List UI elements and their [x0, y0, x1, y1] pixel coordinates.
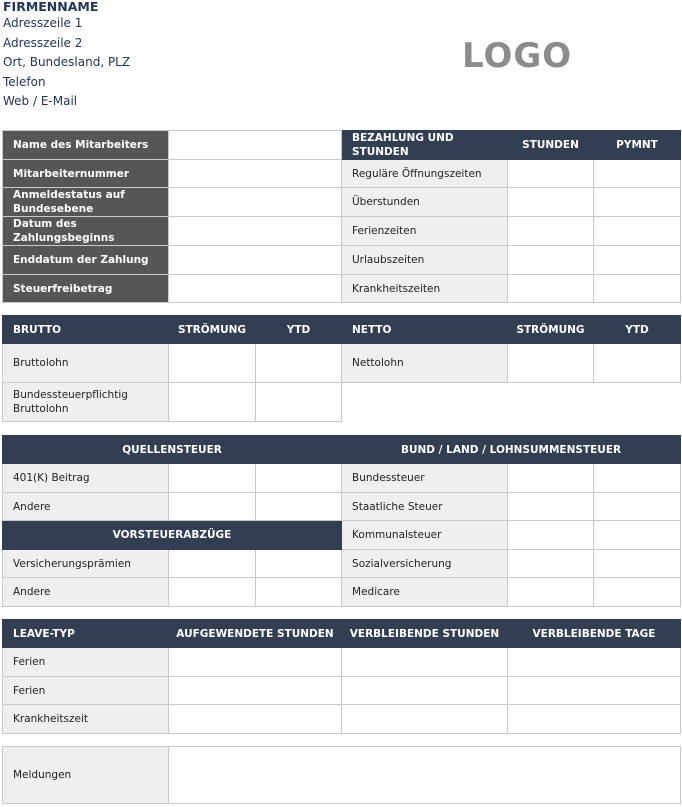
- pay-start-date-label: Datum des Zahlungsbeginns: [3, 217, 169, 246]
- sick-pay-field[interactable]: [594, 275, 681, 303]
- state-tax-current-field[interactable]: [508, 493, 594, 521]
- vacation-hours-label: Urlaubszeiten: [342, 246, 508, 275]
- federal-tax-label: Bundessteuer: [342, 464, 508, 493]
- leave-vacation-used-field[interactable]: [169, 648, 342, 677]
- hours-column-header: STUNDEN: [508, 131, 594, 160]
- employee-pay-table: [2, 130, 681, 303]
- gross-pay-ytd-field[interactable]: [256, 344, 342, 383]
- leave-vacation-label: Ferien: [3, 648, 169, 677]
- leave-holiday-label: Ferien: [3, 677, 169, 705]
- withholding-other-current-field[interactable]: [169, 493, 256, 521]
- days-remaining-header: VERBLEIBENDE TAGE: [508, 620, 681, 648]
- federal-tax-current-field[interactable]: [508, 464, 594, 493]
- sick-hours-field[interactable]: [508, 275, 594, 303]
- company-name: FIRMENNAME: [3, 0, 99, 14]
- leave-holiday-days-field[interactable]: [508, 677, 681, 705]
- pay-end-date-field[interactable]: [169, 246, 342, 275]
- withholding-other-ytd-field[interactable]: [256, 493, 342, 521]
- state-tax-label: Staatliche Steuer: [342, 493, 508, 521]
- net-pay-current-field[interactable]: [508, 344, 594, 383]
- vacation-hours-field[interactable]: [508, 246, 594, 275]
- employee-number-label: Mitarbeiternummer: [3, 160, 169, 188]
- federal-taxable-ytd-field[interactable]: [256, 383, 342, 422]
- medicare-current-field[interactable]: [508, 578, 594, 607]
- company-info: [3, 0, 130, 112]
- medicare-label: Medicare: [342, 578, 508, 607]
- regular-hours-label: Reguläre Öffnungszeiten: [342, 160, 508, 188]
- net-header: NETTO: [342, 316, 508, 344]
- leave-table: [2, 619, 681, 734]
- net-ytd-header: YTD: [594, 316, 681, 344]
- overtime-label: Überstunden: [342, 188, 508, 217]
- holiday-hours-label: Ferienzeiten: [342, 217, 508, 246]
- company-address-2: Adresszeile 2: [3, 35, 83, 50]
- social-security-current-field[interactable]: [508, 550, 594, 578]
- employee-name-field[interactable]: [169, 131, 342, 160]
- gross-pay-current-field[interactable]: [169, 344, 256, 383]
- federal-taxable-current-field[interactable]: [169, 383, 256, 422]
- sick-hours-label: Krankheitszeiten: [342, 275, 508, 303]
- local-tax-ytd-field[interactable]: [594, 521, 681, 550]
- social-security-ytd-field[interactable]: [594, 550, 681, 578]
- local-tax-current-field[interactable]: [508, 521, 594, 550]
- pretax-other-ytd-field[interactable]: [256, 578, 342, 607]
- vacation-pay-field[interactable]: [594, 246, 681, 275]
- holiday-hours-field[interactable]: [508, 217, 594, 246]
- employee-number-field[interactable]: [169, 160, 342, 188]
- pay-start-date-field[interactable]: [169, 217, 342, 246]
- local-tax-label: Kommunalsteuer: [342, 521, 508, 550]
- pay-hours-header: BEZAHLUNG UND STUNDEN: [342, 131, 508, 160]
- payment-column-header: PYMNT: [594, 131, 681, 160]
- state-tax-ytd-field[interactable]: [594, 493, 681, 521]
- company-city: Ort, Bundesland, PLZ: [3, 55, 131, 69]
- hours-used-header: AUFGEWENDETE STUNDEN: [169, 620, 342, 648]
- gross-current-header: STRÖMUNG: [169, 316, 256, 344]
- leave-sick-days-field[interactable]: [508, 705, 681, 734]
- leave-sick-remaining-field[interactable]: [342, 705, 508, 734]
- messages-table: [2, 746, 681, 804]
- medicare-ytd-field[interactable]: [594, 578, 681, 607]
- logo: LOGO: [462, 36, 573, 76]
- taxes-header: BUND / LAND / LOHNSUMMENSTEUER: [342, 436, 681, 464]
- leave-holiday-used-field[interactable]: [169, 677, 342, 705]
- leave-holiday-remaining-field[interactable]: [342, 677, 508, 705]
- hours-remaining-header: VERBLEIBENDE STUNDEN: [342, 620, 508, 648]
- filing-status-field[interactable]: [169, 188, 342, 217]
- empty-space: [342, 383, 681, 422]
- pretax-header: VORSTEUERABZÜGE: [3, 521, 342, 550]
- insurance-premiums-current-field[interactable]: [169, 550, 256, 578]
- pretax-other-label: Andere: [3, 578, 169, 607]
- leave-vacation-remaining-field[interactable]: [342, 648, 508, 677]
- withholding-header: QUELLENSTEUER: [3, 436, 342, 464]
- leave-vacation-days-field[interactable]: [508, 648, 681, 677]
- withholding-other-label: Andere: [3, 493, 169, 521]
- allowance-field[interactable]: [169, 275, 342, 303]
- federal-tax-ytd-field[interactable]: [594, 464, 681, 493]
- 401k-current-field[interactable]: [169, 464, 256, 493]
- social-security-label: Sozialversicherung: [342, 550, 508, 578]
- leave-sick-label: Krankheitszeit: [3, 705, 169, 734]
- gross-ytd-header: YTD: [256, 316, 342, 344]
- 401k-ytd-field[interactable]: [256, 464, 342, 493]
- insurance-premiums-ytd-field[interactable]: [256, 550, 342, 578]
- allowance-label: Steuerfreibetrag: [3, 275, 169, 303]
- regular-hours-field[interactable]: [508, 160, 594, 188]
- messages-label: Meldungen: [3, 747, 169, 804]
- holiday-pay-field[interactable]: [594, 217, 681, 246]
- gross-header: BRUTTO: [3, 316, 169, 344]
- company-web: Web / E-Mail: [3, 94, 78, 108]
- net-current-header: STRÖMUNG: [508, 316, 594, 344]
- pretax-other-current-field[interactable]: [169, 578, 256, 607]
- gross-net-table: [2, 315, 681, 422]
- withholding-tax-table: [2, 435, 681, 607]
- company-address-1: Adresszeile 1: [3, 16, 83, 30]
- pay-end-date-label: Enddatum der Zahlung: [3, 246, 169, 275]
- regular-pay-field[interactable]: [594, 160, 681, 188]
- leave-type-header: LEAVE-TYP: [3, 620, 169, 648]
- insurance-premiums-label: Versicherungsprämien: [3, 550, 169, 578]
- overtime-hours-field[interactable]: [508, 188, 594, 217]
- overtime-pay-field[interactable]: [594, 188, 681, 217]
- federal-taxable-gross-label: Bundessteuerpflichtig Bruttolohn: [3, 383, 169, 422]
- employee-name-label: Name des Mitarbeiters: [3, 131, 169, 160]
- leave-sick-used-field[interactable]: [169, 705, 342, 734]
- filing-status-label: Anmeldestatus auf Bundesebene: [3, 188, 169, 217]
- net-pay-ytd-field[interactable]: [594, 344, 681, 383]
- gross-pay-label: Bruttolohn: [3, 344, 169, 383]
- company-phone: Telefon: [3, 74, 46, 89]
- net-pay-label: Nettolohn: [342, 344, 508, 383]
- 401k-label: 401(K) Beitrag: [3, 464, 169, 493]
- messages-field[interactable]: [169, 747, 681, 804]
